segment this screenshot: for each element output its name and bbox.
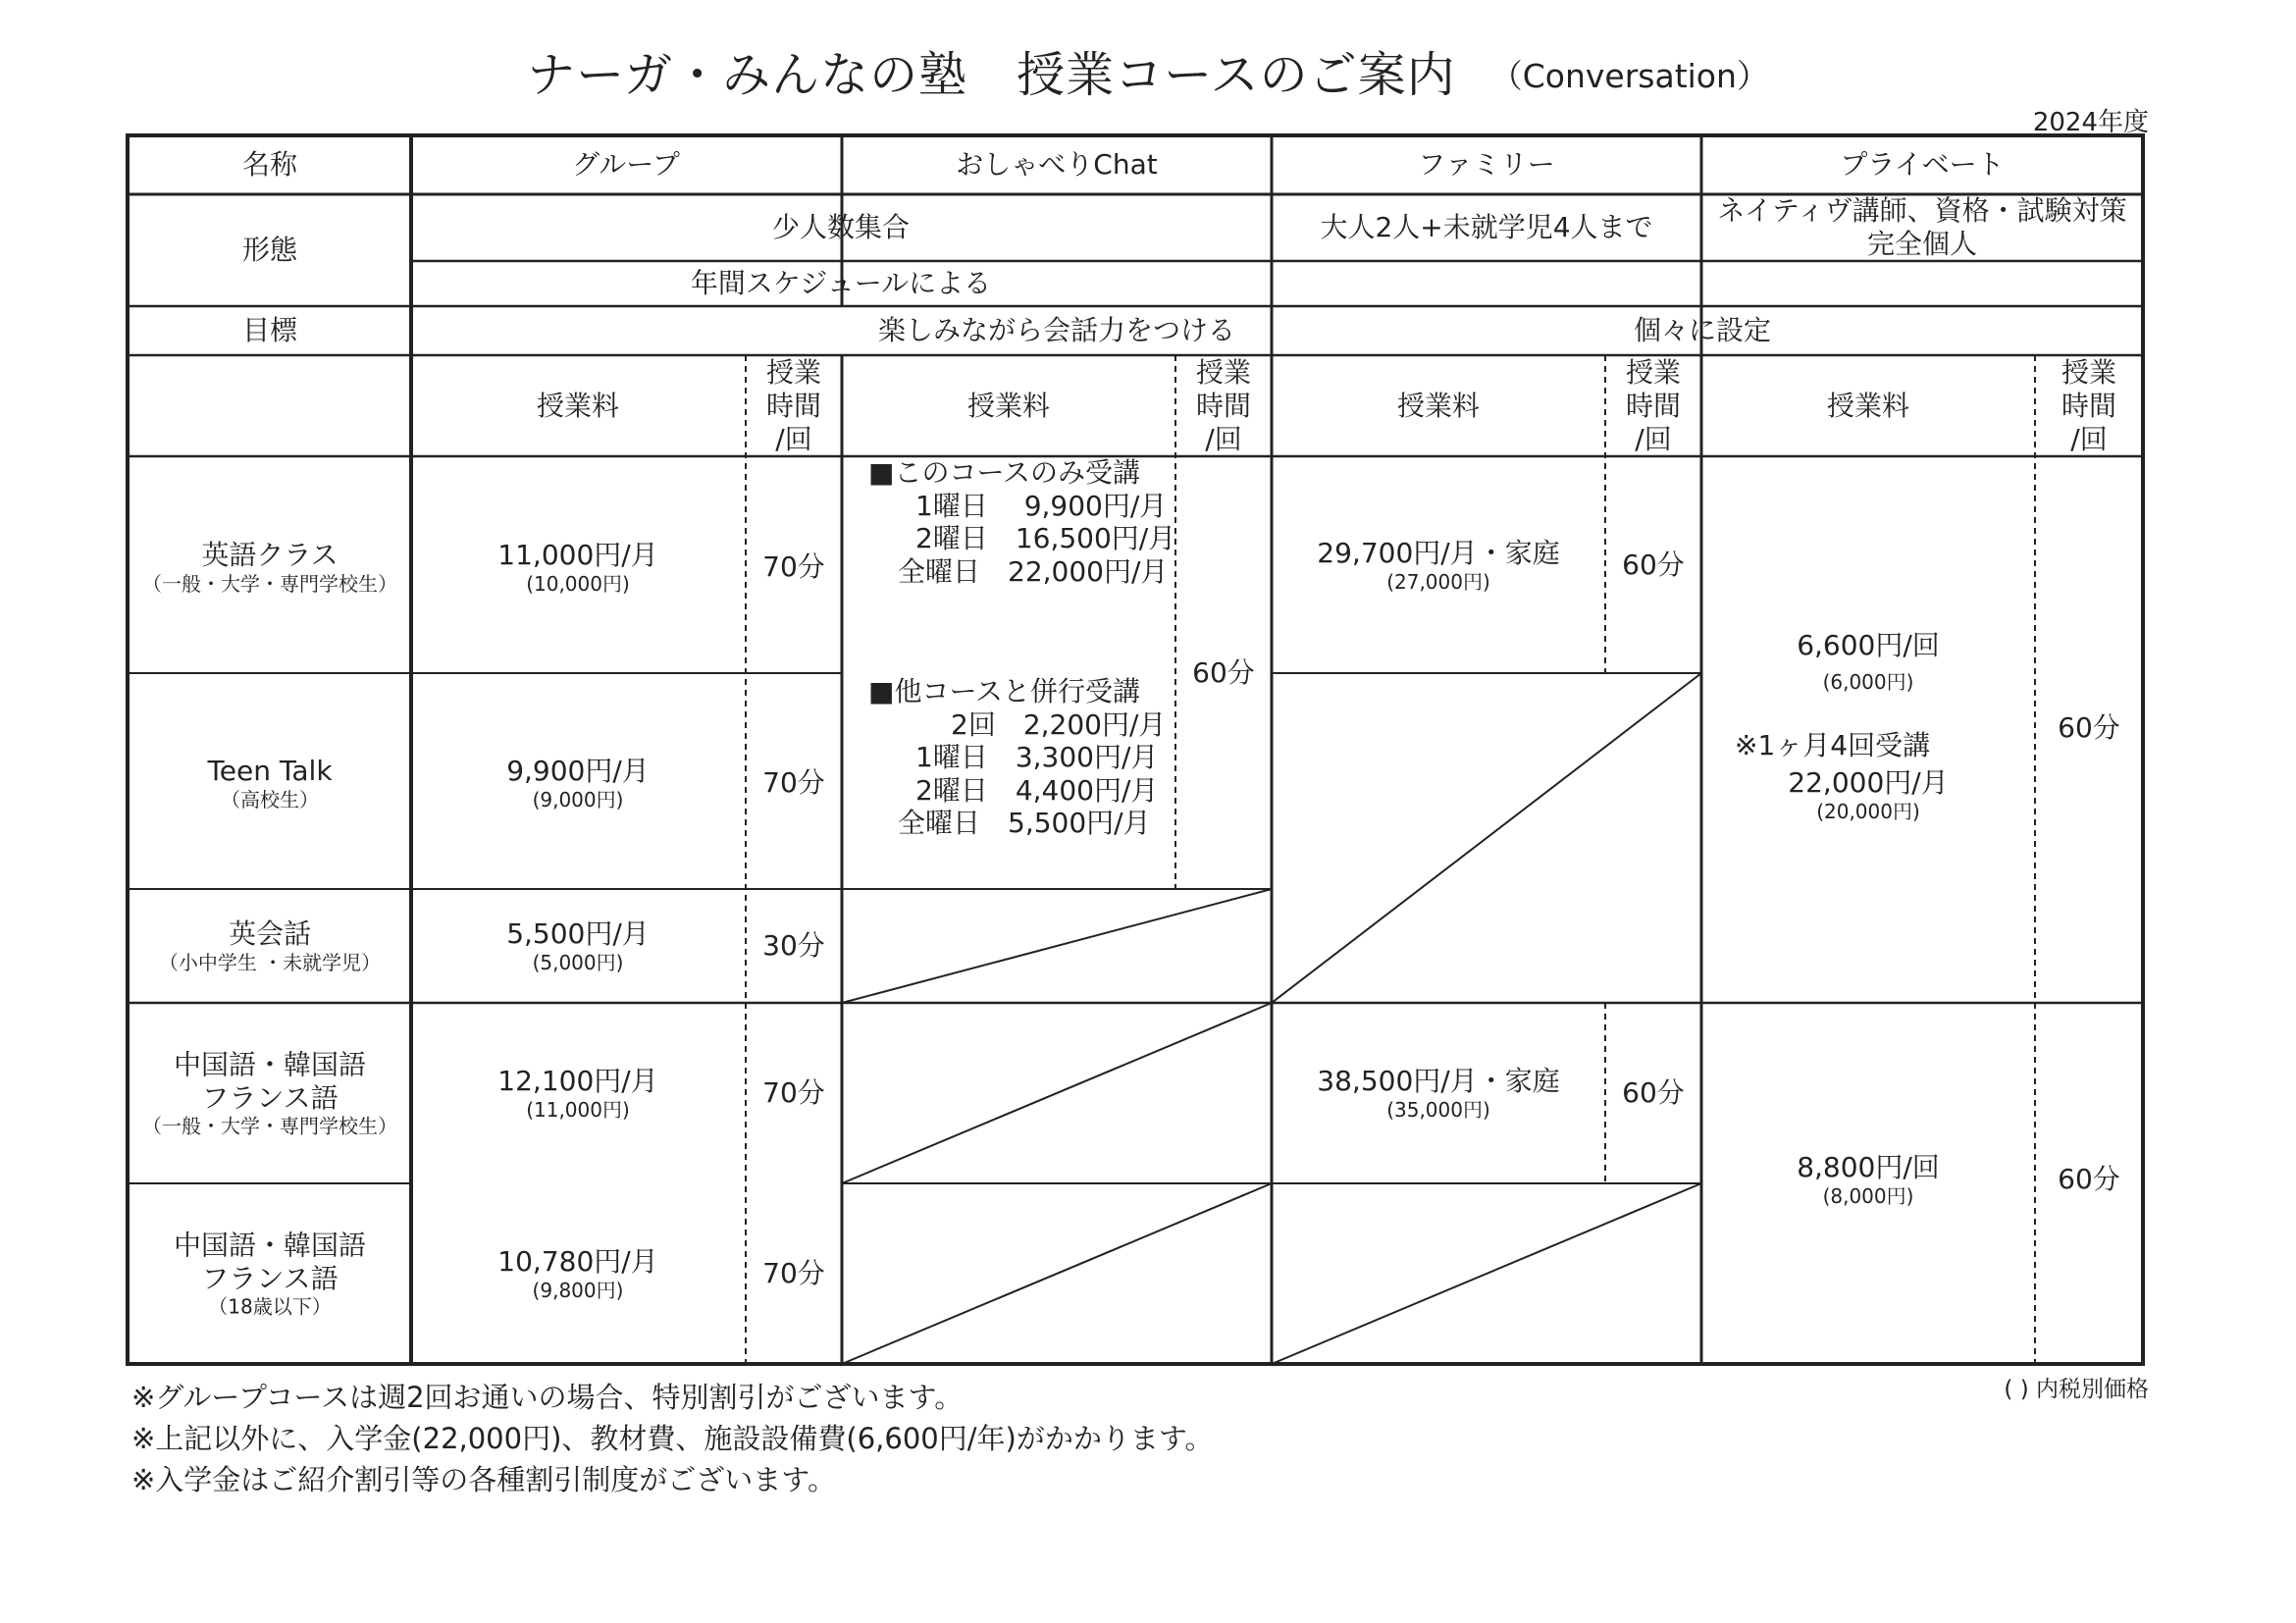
col-time-l3: /回 xyxy=(1635,423,1672,456)
chat-parallel-line: 2曜日 4,400円/月 xyxy=(915,773,1159,807)
row-label-languages-general xyxy=(142,1048,397,1137)
course-header-group: グループ xyxy=(572,148,680,182)
family-fee-languages xyxy=(1317,1065,1559,1122)
goal-chat: 楽しみながら会話力をつける xyxy=(877,314,1236,347)
row-label-english xyxy=(142,539,397,596)
family-time-languages: 60分 xyxy=(1622,1076,1685,1110)
group-fee-languages-general xyxy=(497,1065,657,1122)
private-fee-english xyxy=(1797,629,1940,694)
col-time-l2: 時間 xyxy=(1195,389,1252,422)
na-slash xyxy=(842,889,1272,1003)
tax-note: ( ) 内税別価格 xyxy=(2004,1377,2149,1402)
row-label-sub: （小中学生 ・未就学児） xyxy=(158,950,382,974)
row-label-text: 英語クラス xyxy=(201,539,339,572)
form-schedule: 年間スケジュールによる xyxy=(690,267,992,300)
group-time-english: 70分 xyxy=(762,550,825,584)
row-label-text: 中国語・韓国語 xyxy=(173,1229,367,1262)
private-time-languages: 60分 xyxy=(2058,1163,2120,1196)
chat-parallel-line: 1曜日 3,300円/月 xyxy=(915,741,1159,774)
col-time-l3: /回 xyxy=(2070,423,2108,456)
course-header-private: プライベート xyxy=(1840,148,2005,182)
fee-text: 10,780円/月 xyxy=(497,1245,658,1279)
chat-only-heading: ■このコースのみ受講 xyxy=(868,455,1141,489)
row-label-languages-youth xyxy=(174,1229,366,1318)
col-time-l1: 授業 xyxy=(765,355,822,389)
group-fee-english xyxy=(497,539,657,596)
col-fee-private: 授業料 xyxy=(1826,390,1910,423)
family-time-english: 60分 xyxy=(1622,549,1685,582)
fee-text: 12,100円/月 xyxy=(497,1065,658,1098)
course-header-chat: おしゃべりChat xyxy=(956,148,1158,182)
group-time-teen-talk: 70分 xyxy=(762,766,825,800)
row-label-text2: フランス語 xyxy=(201,1081,339,1114)
footnote: ※上記以外に、入学金(22,000円)、教材費、施設設備費(6,600円/年)がかかります。 xyxy=(131,1422,1214,1455)
private-monthly-note: ※1ヶ月4回受講 xyxy=(1735,729,1931,762)
col-time-family xyxy=(1626,356,1681,456)
form-group-chat: 少人数集合 xyxy=(771,211,911,244)
fee-ex-tax: (20,000円) xyxy=(1816,799,1920,823)
fee-text: 22,000円/月 xyxy=(1788,766,1949,800)
col-time-l2: 時間 xyxy=(765,389,822,422)
col-time-l1: 授業 xyxy=(1195,355,1252,389)
row-label-eikaiwa xyxy=(159,917,381,974)
row-label-form: 形態 xyxy=(241,234,298,267)
col-time-l3: /回 xyxy=(1205,423,1242,456)
col-time-l3: /回 xyxy=(775,423,812,456)
row-label-text: 英会話 xyxy=(228,917,312,951)
group-time-languages-general: 70分 xyxy=(762,1076,825,1110)
fee-ex-tax: (6,000円) xyxy=(1822,669,1914,694)
fee-ex-tax: (10,000円) xyxy=(526,571,630,596)
fee-text: 11,000円/月 xyxy=(497,539,658,572)
row-label-name: 名称 xyxy=(241,148,298,182)
chat-only-line: 全曜日 22,000円/月 xyxy=(898,554,1169,588)
row-label-sub: （一般・大学・専門学校生） xyxy=(142,571,397,596)
group-time-eikaiwa: 30分 xyxy=(762,929,825,963)
private-monthly-fee xyxy=(1788,766,1948,823)
fee-ex-tax: (5,000円) xyxy=(532,950,624,974)
chat-only-line: 1曜日 9,900円/月 xyxy=(915,489,1168,522)
na-slash xyxy=(1272,1183,1701,1364)
na-slash xyxy=(842,1183,1272,1364)
col-time-l1: 授業 xyxy=(1625,355,1682,389)
fee-ex-tax: (9,000円) xyxy=(532,787,624,812)
private-time-english: 60分 xyxy=(2058,711,2120,745)
group-fee-eikaiwa xyxy=(506,917,650,974)
fee-text: 9,900円/月 xyxy=(506,755,650,788)
col-time-l1: 授業 xyxy=(2061,355,2117,389)
row-label-text: 中国語・韓国語 xyxy=(173,1048,366,1081)
fee-text: 38,500円/月・家庭 xyxy=(1317,1065,1560,1098)
chat-parallel-line: 2回 2,200円/月 xyxy=(951,707,1167,741)
col-time-group xyxy=(766,356,821,456)
group-fee-languages-youth xyxy=(497,1245,657,1302)
goal-family-private: 個々に設定 xyxy=(1633,314,1772,347)
fee-ex-tax: (11,000円) xyxy=(526,1097,630,1122)
group-time-languages-youth: 70分 xyxy=(762,1257,825,1290)
fiscal-year: 2024年度 xyxy=(2032,108,2149,137)
fee-text: 6,600円/回 xyxy=(1797,629,1940,662)
col-time-private xyxy=(2061,356,2116,456)
fee-text: 5,500円/月 xyxy=(506,917,650,951)
fee-text: 8,800円/回 xyxy=(1797,1151,1940,1184)
chat-parallel-heading: ■他コースと併行受講 xyxy=(868,675,1141,708)
title-subtitle: （Conversation） xyxy=(1489,57,1769,95)
na-slash xyxy=(842,1003,1272,1183)
footnote: ※グループコースは週2回お通いの場合、特別割引がございます。 xyxy=(131,1381,964,1414)
col-time-l2: 時間 xyxy=(2061,389,2117,422)
col-fee-family: 授業料 xyxy=(1396,390,1481,423)
footnote: ※入学金はご紹介割引等の各種割引制度がございます。 xyxy=(131,1463,836,1496)
form-private-line2: 完全個人 xyxy=(1866,228,1978,260)
row-label-sub: （一般・大学・専門学校生） xyxy=(142,1114,397,1138)
col-fee-group: 授業料 xyxy=(536,390,620,423)
fee-ex-tax: (35,000円) xyxy=(1386,1097,1490,1122)
course-header-family: ファミリー xyxy=(1418,148,1555,182)
fee-text: 29,700円/月・家庭 xyxy=(1317,537,1560,570)
row-label-teen-talk xyxy=(207,755,332,812)
row-label-sub: （18歳以下） xyxy=(208,1294,332,1319)
row-label-text2: フランス語 xyxy=(201,1262,339,1294)
na-slash xyxy=(1272,673,1701,1003)
private-fee-languages xyxy=(1797,1151,1940,1208)
col-time-l2: 時間 xyxy=(1625,389,1682,422)
fee-ex-tax: (8,000円) xyxy=(1822,1183,1914,1208)
title-main: ナーガ・みんなの塾 授業コースのご案内 xyxy=(527,47,1456,103)
chat-time: 60分 xyxy=(1192,656,1255,690)
form-private-line1: ネイティヴ講師、資格・試験対策 xyxy=(1717,193,2127,227)
row-label-text: Teen Talk xyxy=(207,755,333,788)
family-fee-english xyxy=(1317,537,1559,594)
row-label-goal: 目標 xyxy=(241,314,298,347)
col-fee-chat: 授業料 xyxy=(966,390,1051,423)
row-label-sub: （高校生） xyxy=(220,787,319,812)
chat-only-pricing xyxy=(868,456,1175,588)
group-fee-teen-talk xyxy=(506,755,650,812)
chat-only-line: 2曜日 16,500円/月 xyxy=(915,522,1176,554)
chat-parallel-pricing xyxy=(868,675,1166,840)
fee-ex-tax: (9,800円) xyxy=(532,1278,624,1302)
chat-parallel-line: 全曜日 5,500円/月 xyxy=(898,807,1151,840)
form-family: 大人2人+未就学児4人まで xyxy=(1320,211,1653,244)
fee-ex-tax: (27,000円) xyxy=(1386,569,1490,594)
col-time-chat xyxy=(1196,356,1251,456)
form-private xyxy=(1717,194,2126,261)
